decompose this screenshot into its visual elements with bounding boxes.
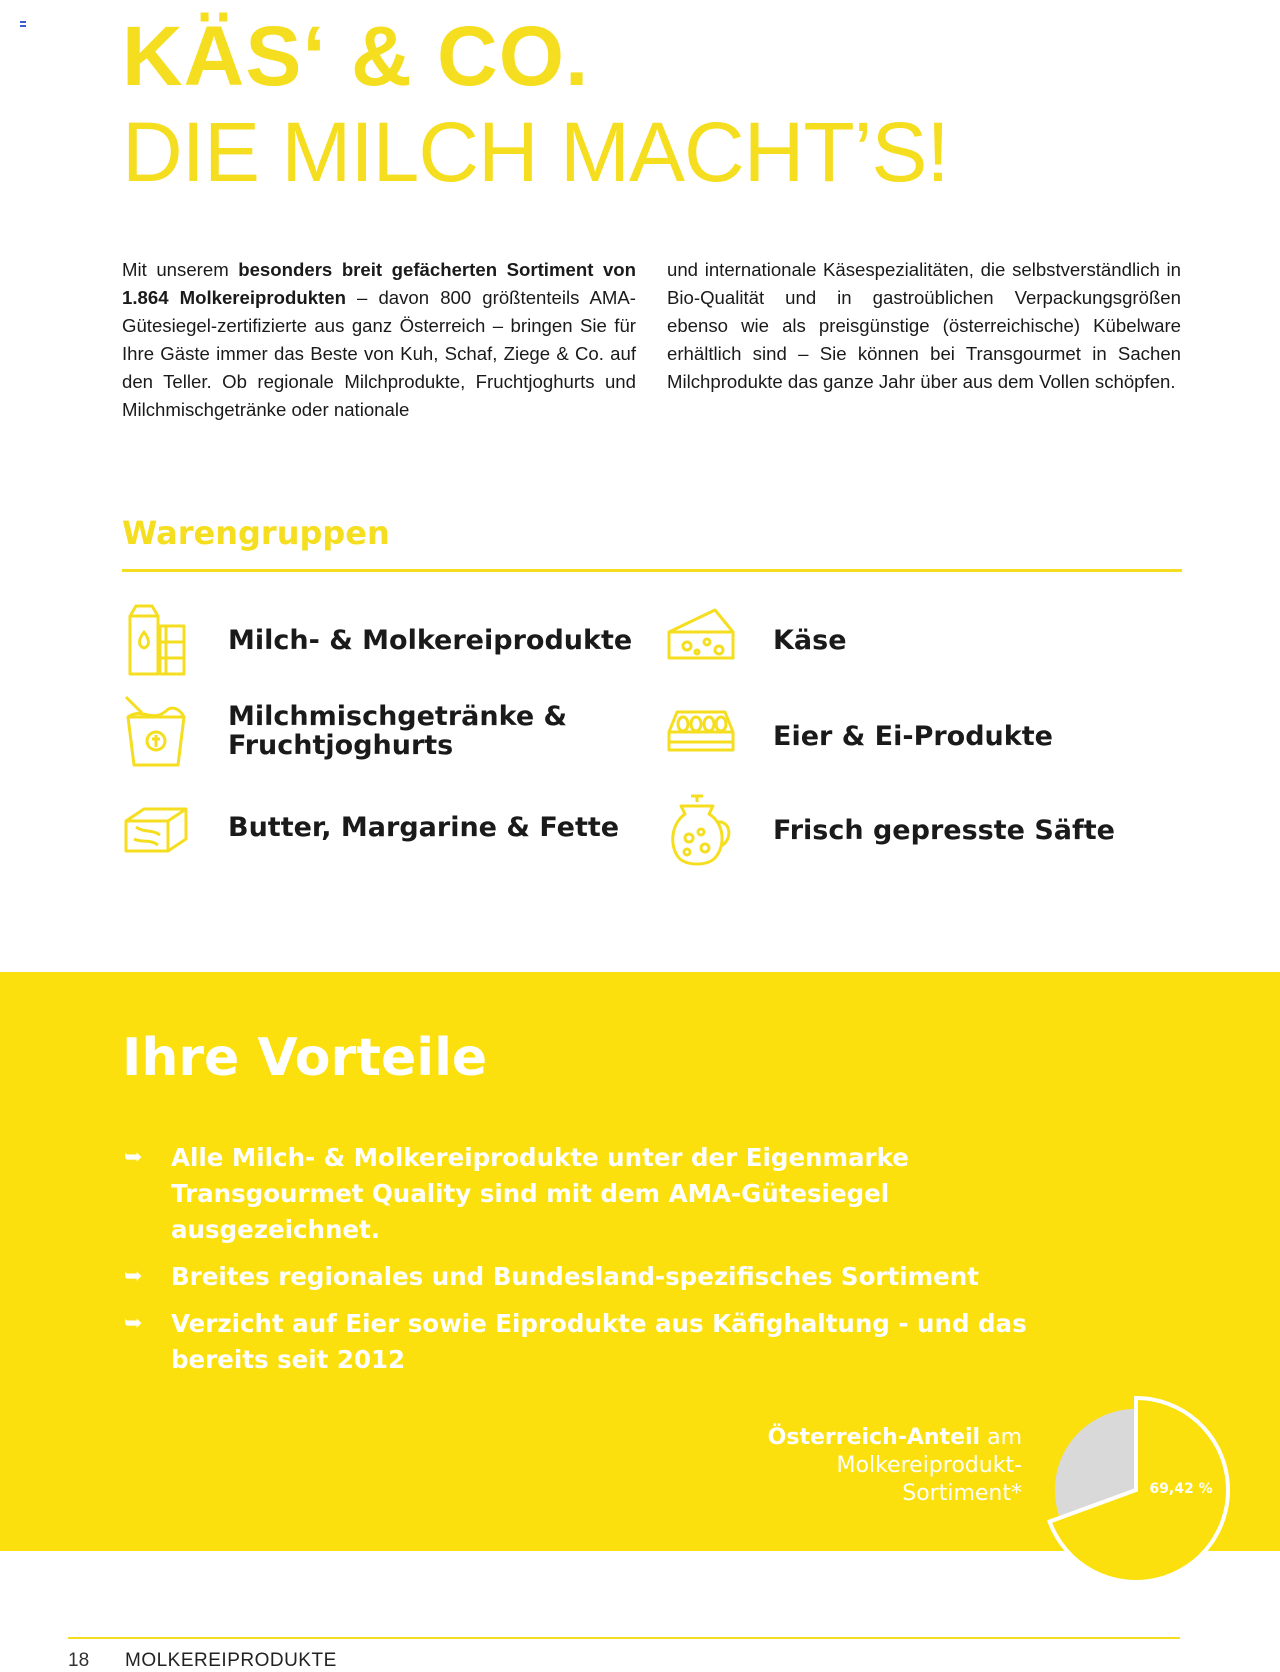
cheese-icon [667, 602, 735, 678]
advantage-text: Alle Milch- & Molkereiprodukte unter der Eigenmarke Transgourmet Quality sind mit dem AMA-Gütesiegel ausgezeichnet. [171, 1143, 909, 1244]
pie-caption [740, 1424, 1022, 1508]
category-label: Käse [773, 624, 847, 656]
section-title-vorteile: Ihre Vorteile [122, 1028, 488, 1088]
section-title-warengruppen: Warengruppen [122, 514, 390, 552]
advantage-text: Verzicht auf Eier sowie Eiprodukte aus Käfighaltung - und das bereits seit 2012 [171, 1309, 1027, 1374]
intro-right-column: und internationale Käsespezialitäten, die selbstverständlich in Bio-Qualität und in gastroüblichen Verpackungsgrößen ebenso wie als preisgünstige (österreichische) Kübelware erhältlich sind – Sie können bei Transgourmet in Sachen Milchprodukte das ganze Jahr über aus dem Vollen schöpfen. [667, 259, 1181, 392]
intro-text: Mit unserem [122, 259, 239, 280]
arrow-right-icon: ➥ [124, 1145, 143, 1170]
advantages-list [124, 1140, 1104, 1389]
share-pie-chart [1036, 1390, 1236, 1590]
category-label: Milch- & Molkereiprodukte [228, 624, 633, 656]
footer-section: MOLKEREIPRODUKTE [125, 1650, 337, 1671]
category-label: Frisch gepresste Säfte [773, 814, 1115, 846]
category-yogurt [122, 693, 567, 769]
page-number: 18 [68, 1650, 90, 1671]
footer-divider [68, 1637, 1180, 1639]
category-label: Butter, Margarine & Fette [228, 811, 620, 843]
pie-value-label: 69,42 % [1149, 1481, 1213, 1497]
butter-block-icon [122, 789, 190, 865]
intro-left-column [122, 256, 636, 424]
advantage-text: Breites regionales und Bundesland-spezifisches Sortiment [171, 1262, 979, 1291]
pie-caption-text: am Molkereiprodukt-Sortiment* [836, 1425, 1022, 1506]
list-item [124, 1306, 1104, 1378]
intro-text: – davon 800 größtenteils AMA-Gütesiegel-zertifizierte aus ganz Österreich – bringen Sie für Ihre Gäste immer das Beste von Kuh, Schaf, Ziege & Co. auf den Teller. Ob regionale Milchprodukte, Fruchtjoghurts und Milchmischgetränke oder nationale [122, 287, 636, 420]
category-milk [122, 602, 632, 678]
category-butter [122, 789, 619, 865]
page-title: KÄS‘ & CO. [122, 9, 590, 103]
egg-carton-icon [667, 698, 735, 774]
category-juice [667, 792, 1115, 868]
section-divider [122, 569, 1182, 572]
arrow-right-icon: ➥ [124, 1311, 143, 1336]
flag-icon [20, 21, 26, 27]
list-item [124, 1140, 1104, 1248]
list-item [124, 1259, 1104, 1295]
page-subtitle: DIE MILCH MACHT’S! [122, 105, 949, 199]
category-label: Eier & Ei-Produkte [773, 720, 1053, 752]
category-eggs [667, 698, 1053, 774]
intro-highlight: besonders breit gefächerten Sortiment von 1.864 Molkereiprodukten [122, 259, 636, 308]
milk-carton-icon [122, 602, 190, 678]
yogurt-cup-icon [122, 693, 190, 769]
category-label: Milchmischgetränke & Fruchtjoghurts [228, 701, 568, 761]
pie-caption-bold: Österreich-Anteil [767, 1425, 981, 1450]
arrow-right-icon: ➥ [124, 1264, 143, 1289]
juice-jug-icon [667, 792, 735, 868]
category-cheese [667, 602, 847, 678]
